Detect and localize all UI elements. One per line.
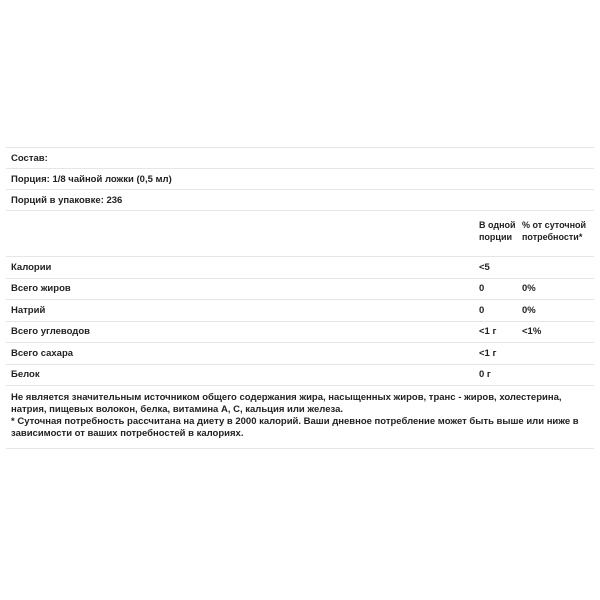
nutrient-row [6,342,594,364]
nutrient-name: Белок [11,369,40,381]
serving-size-row [6,168,594,189]
nutrient-name: Натрий [11,304,46,316]
daily-value-note: * Суточная потребность рассчитана на диету в 2000 калорий. Ваши дневное потребление может быть выше или ниже в зависимости от ваших потребностей в калориях. [11,416,579,439]
nutrient-amount: 0 г [479,369,491,381]
nutrient-row [6,321,594,343]
per-serving-header: В одной порции [479,220,516,242]
nutrient-daily-value: 0% [522,304,536,316]
servings-per-container-row [6,189,594,210]
nutrient-name: Калории [11,261,52,273]
nutrient-amount: <5 [479,261,490,273]
nutrition-facts-table [6,147,594,449]
insignificant-source-note: Не является значительным источником общего содержания жира, насыщенных жиров, транс - жиров, холестерина, натрия, пищевых волокон, белка, витамина А, С, кальция или железа. [11,392,562,415]
nutrient-name: Всего сахара [11,347,74,359]
nutrient-name: Всего углеводов [11,326,90,338]
composition-row [6,147,594,168]
nutrient-row [6,299,594,321]
nutrient-amount: <1 г [479,347,497,359]
nutrient-daily-value: 0% [522,283,536,295]
nutrient-daily-value: <1% [522,326,542,338]
nutrient-row [6,256,594,278]
serving-size: Порция: 1/8 чайной ложки (0,5 мл) [11,173,172,185]
nutrient-name: Всего жиров [11,283,71,295]
nutrient-amount: 0 [479,304,485,316]
nutrient-amount: <1 г [479,326,497,338]
nutrient-row [6,364,594,386]
daily-value-header: % от суточной потребности* [522,220,587,242]
composition-label: Состав: [11,152,48,164]
nutrient-amount: 0 [479,283,485,295]
servings-per-container: Порций в упаковке: 236 [11,194,123,206]
column-header-row [6,210,594,256]
nutrient-row [6,278,594,300]
footnote-block [6,385,594,449]
